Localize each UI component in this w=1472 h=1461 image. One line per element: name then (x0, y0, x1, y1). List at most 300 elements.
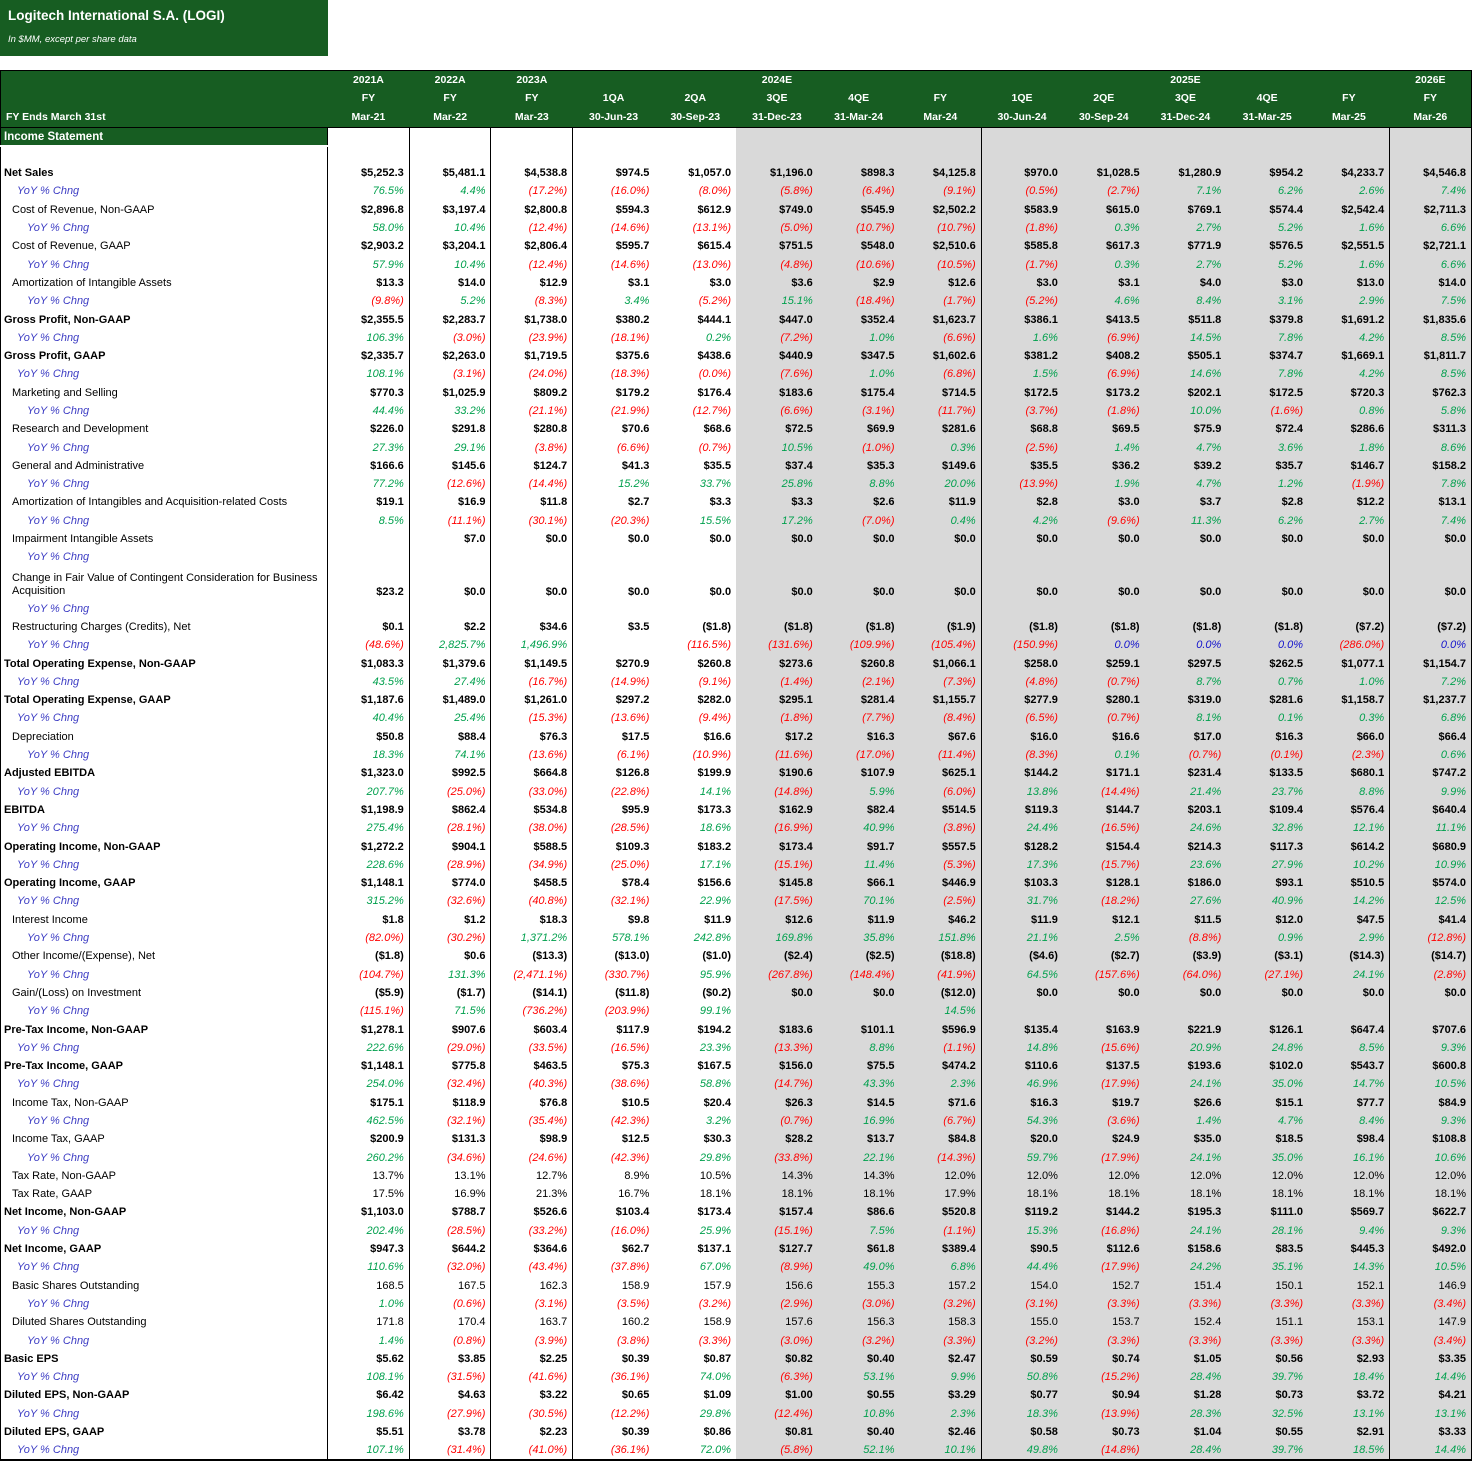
cell: $77.7 (1308, 1094, 1390, 1112)
cell: ($2.5) (818, 947, 900, 965)
cell: 16.9% (818, 1112, 900, 1130)
cell: 10.5% (1390, 1075, 1472, 1093)
cell: 18.1% (1390, 1185, 1472, 1203)
yoy-row-label: YoY % Chng (1, 219, 328, 237)
cell: ($2.7) (1063, 947, 1145, 965)
cell: $3.3 (709, 496, 732, 509)
cell: 16.1% (1308, 1148, 1390, 1166)
cell: (1.7%) (900, 292, 982, 310)
cell: 4.7% (1145, 475, 1227, 493)
cell: 14.8% (981, 1039, 1063, 1057)
cell: 0.7% (1226, 673, 1308, 691)
cell: $16.6 (703, 730, 732, 743)
cell: $12.2 (1308, 493, 1390, 511)
cell: (14.9%) (610, 675, 650, 688)
cell: 53.1% (818, 1368, 900, 1386)
cell: $505.1 (1145, 347, 1227, 365)
yoy-row-label: YoY % Chng (1, 475, 328, 493)
yoy-row-label: YoY % Chng (1, 1075, 328, 1093)
cell: $0.73 (1063, 1423, 1145, 1441)
cell: 27.4% (409, 673, 491, 691)
cell: 157.6 (736, 1313, 818, 1331)
cell: 17.9% (900, 1185, 982, 1203)
cell: $1.28 (1145, 1386, 1227, 1404)
cell: (64.0%) (1145, 965, 1227, 983)
cell: 170.4 (409, 1313, 491, 1331)
cell: $277.9 (981, 691, 1063, 709)
cell: 49.0% (818, 1258, 900, 1276)
cell: $1,198.9 (328, 801, 410, 819)
cell: 35.1% (1226, 1258, 1308, 1276)
yoy-row-label: YoY % Chng (1, 1039, 328, 1057)
cell: (116.5%) (687, 639, 732, 652)
cell: $319.0 (1145, 691, 1227, 709)
cell: 7.8% (1226, 365, 1308, 383)
cell: 71.5% (409, 1002, 491, 1020)
cell: $4.0 (1145, 274, 1227, 292)
cell: 14.3% (818, 1167, 900, 1185)
cell: $2.6 (818, 493, 900, 511)
cell: (32.1%) (610, 895, 650, 908)
row-label: Income Tax, GAAP (1, 1130, 328, 1148)
cell: $84.9 (1390, 1094, 1472, 1112)
yoy-row-label: YoY % Chng (1, 892, 328, 910)
cell: 1.8% (1308, 438, 1390, 456)
cell (736, 1002, 818, 1020)
cell: 6.2% (1226, 512, 1308, 530)
cell: (13.1%) (692, 222, 732, 235)
cell: 7.8% (1226, 329, 1308, 347)
row-label: General and Administrative (1, 457, 328, 475)
cell: $3.0 (1226, 274, 1308, 292)
cell: 49.8% (981, 1441, 1063, 1460)
cell: $1,280.9 (1145, 164, 1227, 182)
cell: $13.0 (1308, 274, 1390, 292)
cell: (0.6%) (409, 1295, 491, 1313)
cell: $4,233.7 (1308, 164, 1390, 182)
cell: $1,489.0 (409, 691, 491, 709)
cell: (9.6%) (1063, 512, 1145, 530)
cell: $199.9 (697, 767, 732, 780)
spacer-cell (409, 146, 491, 164)
col-date-header: 30-Jun-24 (981, 107, 1063, 128)
cell: 6.6% (1390, 219, 1472, 237)
cell: 107.1% (328, 1441, 410, 1460)
cell: $0.74 (1063, 1350, 1145, 1368)
cell: (25.0%) (409, 783, 491, 801)
cell: $576.5 (1226, 237, 1308, 255)
cell: $954.2 (1226, 164, 1308, 182)
cell: 162.3 (491, 1277, 573, 1295)
col-date-header: Mar-23 (491, 107, 573, 128)
yoy-row-label: YoY % Chng (1, 965, 328, 983)
cell: $137.1 (697, 1243, 732, 1256)
cell: 1.4% (328, 1331, 410, 1349)
cell: 4.7% (1145, 438, 1227, 456)
cell: $0.55 (818, 1386, 900, 1404)
cell: $364.6 (491, 1240, 573, 1258)
cell: $194.2 (697, 1023, 732, 1036)
cell: (3.3%) (1308, 1295, 1390, 1313)
cell: 146.9 (1390, 1277, 1472, 1295)
cell: $1,196.0 (736, 164, 818, 182)
cell: $76.3 (491, 728, 573, 746)
cell: (8.0%) (698, 185, 732, 198)
cell: $173.2 (1063, 384, 1145, 402)
cell: 18.1% (981, 1185, 1063, 1203)
cell: 77.2% (328, 475, 410, 493)
cell: (32.6%) (409, 892, 491, 910)
cell: $0.0 (1308, 984, 1390, 1002)
cell: ($3.1) (1226, 947, 1308, 965)
cell: $149.6 (900, 457, 982, 475)
cell: $0.58 (981, 1423, 1063, 1441)
yoy-row-label: YoY % Chng (1, 1258, 328, 1276)
yoy-row-label: YoY % Chng (1, 1112, 328, 1130)
cell: (1.7%) (981, 255, 1063, 273)
cell: $440.9 (736, 347, 818, 365)
cell: 4.2% (981, 512, 1063, 530)
cell: $280.8 (491, 420, 573, 438)
cell: $75.5 (818, 1057, 900, 1075)
cell (1145, 1002, 1227, 1020)
cell (1063, 1002, 1145, 1020)
cell: 13.7% (328, 1167, 410, 1185)
cell: $231.4 (1145, 764, 1227, 782)
cell: $175.4 (818, 384, 900, 402)
cell: 18.1% (1145, 1185, 1227, 1203)
cell: 35.0% (1226, 1075, 1308, 1093)
cell: $128.1 (1063, 874, 1145, 892)
col-period-header: 1QA (573, 89, 655, 107)
col-period-header: 1QE (981, 89, 1063, 107)
cell: $770.3 (328, 384, 410, 402)
cell: (31.4%) (409, 1441, 491, 1460)
cell: $17.2 (736, 728, 818, 746)
yoy-row-label: YoY % Chng (1, 1405, 328, 1423)
col-period-header: FY (491, 89, 573, 107)
cell: $259.1 (1063, 654, 1145, 672)
section-filler-cell (328, 128, 410, 147)
cell: (10.6%) (818, 255, 900, 273)
cell: $5,481.1 (409, 164, 491, 182)
cell: $39.2 (1145, 457, 1227, 475)
cell: 23.3% (699, 1041, 732, 1054)
cell: 156.6 (736, 1277, 818, 1295)
cell: 158.9 (621, 1279, 650, 1292)
cell: $172.5 (1226, 384, 1308, 402)
cell: $16.0 (981, 728, 1063, 746)
row-label: Restructuring Charges (Credits), Net (1, 618, 328, 636)
cell: $158.6 (1145, 1240, 1227, 1258)
cell: 39.7% (1226, 1441, 1308, 1460)
cell: 16.7% (618, 1188, 650, 1201)
cell: (3.9%) (491, 1331, 573, 1349)
cell: (9.4%) (698, 712, 732, 725)
cell: 1.6% (1308, 255, 1390, 273)
cell: $262.5 (1226, 654, 1308, 672)
cell: 154.0 (981, 1277, 1063, 1295)
row-label: Cost of Revenue, Non-GAAP (1, 201, 328, 219)
row-label: Marketing and Selling (1, 384, 328, 402)
cell: (6.5%) (981, 709, 1063, 727)
cell: $13.3 (328, 274, 410, 292)
cell: $0.65 (621, 1389, 650, 1402)
cell: $445.3 (1308, 1240, 1390, 1258)
cell: $13.7 (818, 1130, 900, 1148)
cell: 95.9% (699, 968, 732, 981)
cell: ($14.1) (491, 984, 573, 1002)
cell: (3.3%) (1145, 1331, 1227, 1349)
cell: 110.6% (328, 1258, 410, 1276)
cell: $809.2 (491, 384, 573, 402)
cell: $714.5 (900, 384, 982, 402)
cell: $30.3 (703, 1133, 732, 1146)
cell: $1.09 (703, 1389, 732, 1402)
cell: 1.5% (981, 365, 1063, 383)
cell: $615.0 (1063, 201, 1145, 219)
cell: 0.1% (1063, 746, 1145, 764)
cell: $3.7 (1145, 493, 1227, 511)
cell: 2.3% (900, 1405, 982, 1423)
cell: $70.6 (621, 423, 650, 436)
cell: $510.5 (1308, 874, 1390, 892)
yoy-row-label: YoY % Chng (1, 1331, 328, 1349)
cell: 99.1% (699, 1005, 732, 1018)
cell: 33.2% (409, 402, 491, 420)
cell: $166.6 (328, 457, 410, 475)
cell: (38.6%) (610, 1078, 650, 1091)
cell: $2,721.1 (1390, 237, 1472, 255)
cell: ($1.8) (1226, 618, 1308, 636)
cell: (30.2%) (409, 929, 491, 947)
yoy-row-label: YoY % Chng (1, 255, 328, 273)
col-period-header: 3QE (1145, 89, 1227, 107)
cell: (0.0%) (698, 368, 732, 381)
cell: (0.7%) (698, 441, 732, 454)
cell: $18.3 (491, 911, 573, 929)
cell: (10.7%) (900, 219, 982, 237)
cell: 58.8% (699, 1078, 732, 1091)
cell: (18.4%) (818, 292, 900, 310)
cell: $11.5 (1145, 911, 1227, 929)
cell: $557.5 (900, 837, 982, 855)
spacer-cell (736, 146, 818, 164)
cell: $664.8 (491, 764, 573, 782)
cell: $576.4 (1308, 801, 1390, 819)
cell: $226.0 (328, 420, 410, 438)
col-year-header (1226, 71, 1308, 90)
cell: $0.0 (981, 984, 1063, 1002)
cell: (22.8%) (610, 785, 650, 798)
cell: $0.59 (981, 1350, 1063, 1368)
yoy-row-label: YoY % Chng (1, 292, 328, 310)
cell: ($1.8) (1145, 618, 1227, 636)
cell: $774.0 (409, 874, 491, 892)
row-label: Income Tax, Non-GAAP (1, 1094, 328, 1112)
yoy-row-label: YoY % Chng (1, 1295, 328, 1313)
cell: $0.0 (1145, 984, 1227, 1002)
cell: $0.94 (1063, 1386, 1145, 1404)
cell: $595.7 (615, 240, 650, 253)
row-label: Diluted EPS, Non-GAAP (1, 1386, 328, 1404)
cell: $66.1 (818, 874, 900, 892)
cell: 9.3% (1390, 1222, 1472, 1240)
cell (1390, 600, 1472, 618)
cell: (3.5%) (616, 1297, 650, 1310)
cell: $72.5 (736, 420, 818, 438)
cell: $15.1 (1226, 1094, 1308, 1112)
cell: $898.3 (818, 164, 900, 182)
row-label: Depreciation (1, 728, 328, 746)
cell: $0.0 (1390, 984, 1472, 1002)
cell: (15.7%) (1063, 856, 1145, 874)
cell: (27.1%) (1226, 965, 1308, 983)
cell: (1.8%) (736, 709, 818, 727)
cell: 6.2% (1226, 182, 1308, 200)
cell: 40.4% (328, 709, 410, 727)
cell: $221.9 (1145, 1020, 1227, 1038)
cell: $66.4 (1390, 728, 1472, 746)
cell: (28.5%) (610, 822, 650, 835)
row-label: EBITDA (1, 801, 328, 819)
cell: $788.7 (409, 1203, 491, 1221)
cell: 64.5% (981, 965, 1063, 983)
cell: $3.0 (709, 276, 732, 289)
cell: $19.7 (1063, 1094, 1145, 1112)
cell: 8.5% (1390, 365, 1472, 383)
cell: (27.9%) (409, 1405, 491, 1423)
cell: 0.3% (1063, 219, 1145, 237)
cell: ($1.8) (702, 620, 732, 633)
cell: (3.1%) (818, 402, 900, 420)
cell: (11.6%) (736, 746, 818, 764)
yoy-row-label: YoY % Chng (1, 746, 328, 764)
cell: $2,355.5 (328, 310, 410, 328)
cell: $583.9 (981, 201, 1063, 219)
cell: (8.9%) (736, 1258, 818, 1276)
col-year-header: 2021A (328, 71, 410, 90)
col-date-header: 30-Sep-24 (1063, 107, 1145, 128)
cell: (13.3%) (736, 1039, 818, 1057)
col-date-header: 30-Jun-23 (573, 107, 655, 128)
cell: (3.3%) (1063, 1331, 1145, 1349)
cell: ($5.9) (328, 984, 410, 1002)
cell: $35.5 (981, 457, 1063, 475)
cell: $101.1 (818, 1020, 900, 1038)
cell: (1.9%) (1308, 475, 1390, 493)
cell: $297.2 (615, 694, 650, 707)
cell: $107.9 (818, 764, 900, 782)
cell: $203.1 (1145, 801, 1227, 819)
cell: 4.2% (1308, 365, 1390, 383)
cell: $281.4 (818, 691, 900, 709)
cell: ($1.9) (900, 618, 982, 636)
company-title: Logitech International S.A. (LOGI) (8, 8, 225, 23)
cell (1063, 600, 1145, 618)
cell (1063, 548, 1145, 566)
cell: $0.0 (1390, 530, 1472, 548)
cell: 4.7% (1226, 1112, 1308, 1130)
cell: $47.5 (1308, 911, 1390, 929)
col-year-header: 2026E (1390, 71, 1472, 90)
cell: (12.2%) (610, 1407, 650, 1420)
cell: 24.6% (1145, 819, 1227, 837)
cell: 22.1% (818, 1148, 900, 1166)
cell: 72.0% (699, 1444, 732, 1457)
cell: 17.1% (699, 858, 732, 871)
cell: $644.2 (409, 1240, 491, 1258)
cell: (12.8%) (1390, 929, 1472, 947)
cell: (1.0%) (818, 438, 900, 456)
cell: 24.8% (1226, 1039, 1308, 1057)
cell: (10.7%) (818, 219, 900, 237)
cell: 15.5% (699, 514, 732, 527)
cell: $862.4 (409, 801, 491, 819)
cell: 18.1% (699, 1188, 732, 1201)
cell: $747.2 (1390, 764, 1472, 782)
cell: $88.4 (409, 728, 491, 746)
cell: $1,623.7 (900, 310, 982, 328)
cell: 24.4% (981, 819, 1063, 837)
cell: $3.1 (627, 276, 650, 289)
cell: (21.9%) (610, 405, 650, 417)
cell: 7.5% (818, 1222, 900, 1240)
cell: $3.33 (1390, 1423, 1472, 1441)
cell: (2.7%) (1063, 182, 1145, 200)
cell: 54.3% (981, 1112, 1063, 1130)
cell: $1,148.1 (328, 1057, 410, 1075)
cell: $41.4 (1390, 911, 1472, 929)
cell: (6.7%) (900, 1112, 982, 1130)
cell: $17.5 (621, 730, 650, 743)
cell: (32.4%) (409, 1075, 491, 1093)
yoy-row-label: YoY % Chng (1, 856, 328, 874)
cell: (7.3%) (900, 673, 982, 691)
cell: $0.0 (736, 984, 818, 1002)
cell: 70.1% (818, 892, 900, 910)
cell: $111.0 (1226, 1203, 1308, 1221)
cell: $1,602.6 (900, 347, 982, 365)
cell: $95.9 (621, 803, 650, 816)
cell: $771.9 (1145, 237, 1227, 255)
yoy-row-label: YoY % Chng (1, 709, 328, 727)
cell: 57.9% (328, 255, 410, 273)
cell: (6.3%) (736, 1368, 818, 1386)
cell: 25.8% (736, 475, 818, 493)
cell (1226, 600, 1308, 618)
row-label: Gain/(Loss) on Investment (1, 984, 328, 1002)
cell: ($3.9) (1145, 947, 1227, 965)
cell: ($18.8) (900, 947, 982, 965)
cell: (8.3%) (491, 292, 573, 310)
cell: $163.9 (1063, 1020, 1145, 1038)
cell: (28.5%) (409, 1222, 491, 1240)
cell: $297.5 (1145, 654, 1227, 672)
col-date-header: 31-Mar-25 (1226, 107, 1308, 128)
cell: (3.6%) (1063, 1112, 1145, 1130)
cell: $82.4 (818, 801, 900, 819)
row-label: Total Operating Expense, Non-GAAP (1, 654, 328, 672)
cell: 12.0% (1063, 1167, 1145, 1185)
spacer-cell (981, 146, 1063, 164)
cell: 0.0% (1145, 636, 1227, 654)
cell: (37.8%) (610, 1261, 650, 1274)
cell: $3.3 (736, 493, 818, 511)
cell: (3.1%) (981, 1295, 1063, 1313)
cell: 52.1% (818, 1441, 900, 1460)
cell: $119.3 (981, 801, 1063, 819)
